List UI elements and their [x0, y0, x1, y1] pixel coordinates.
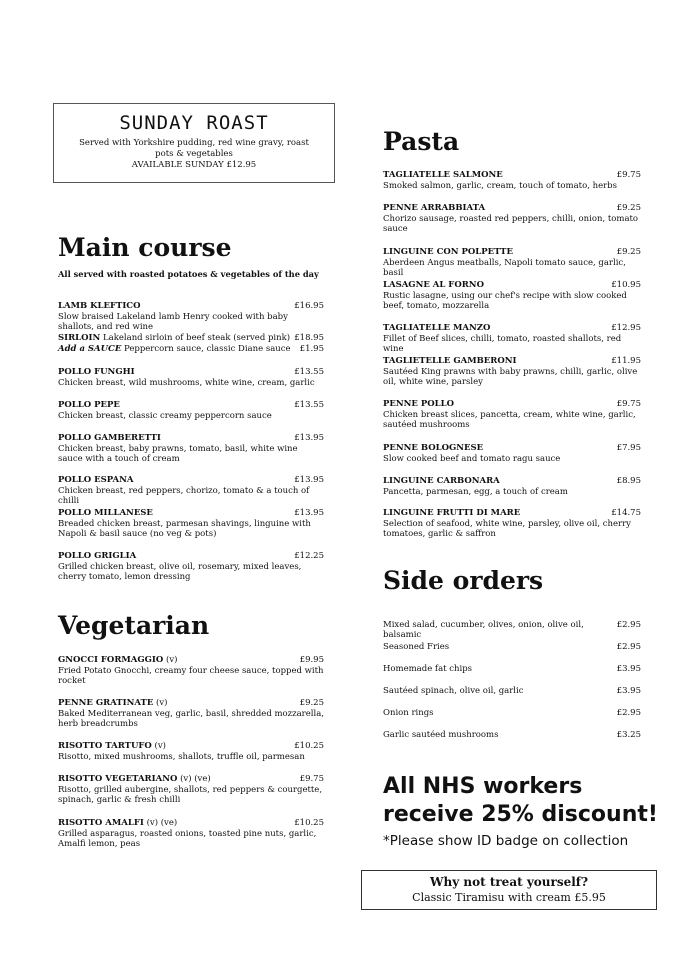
side-orders-heading: Side orders: [383, 566, 544, 595]
nhs-note: *Please show ID badge on collection: [383, 833, 629, 849]
item-description: Pancetta, parmesan, egg, a touch of cream: [383, 486, 568, 497]
side-item-price: £2.95: [616, 708, 641, 718]
menu-item: [383, 476, 641, 497]
item-name: RISOTTO TARTUFO: [58, 741, 152, 751]
side-item-name: Homemade fat chips: [383, 664, 473, 674]
item-description: Chicken breast, classic creamy peppercorn sauce: [58, 410, 272, 421]
item-price: £13.55: [294, 400, 324, 410]
item-price: £11.95: [611, 356, 641, 366]
item-price: £16.95: [294, 301, 324, 311]
item-name: TAGLIATELLE MANZO: [383, 323, 491, 333]
item-name: LAMB KLEFTICO: [58, 301, 141, 311]
item-description: Lakeland sirloin of beef steak (served pink): [103, 333, 291, 343]
menu-item: [58, 508, 324, 540]
item-name: PENNE ARRABBIATA: [383, 203, 486, 213]
diet-tag: (v) (ve): [146, 818, 178, 828]
diet-tag: (v) (ve): [180, 774, 211, 784]
nhs-discount-banner: [383, 773, 658, 829]
item-description: Aberdeen Angus meatballs, Napoli tomato sauce, garlic, basil: [383, 257, 626, 278]
menu-item: [58, 818, 324, 850]
menu-item: [58, 551, 324, 583]
nhs-line-2: receive 25% discount!: [383, 802, 658, 827]
item-description: Risotto, mixed mushrooms, shallots, truffle oil, parmesan: [58, 751, 305, 762]
menu-item: [383, 356, 641, 388]
menu-item: [383, 247, 641, 279]
item-description: Risotto, grilled aubergine, shallots, red peppers & courgette, spinach, garlic & fresh chilli: [58, 784, 323, 805]
item-description: Slow braised Lakeland lamb Henry cooked with baby shallots, and red wine: [58, 311, 288, 332]
item-price: £18.95: [294, 333, 324, 343]
menu-item: [58, 344, 324, 355]
menu-item: [58, 774, 324, 806]
item-description: Chicken breast, wild mushrooms, white wine, cream, garlic: [58, 377, 315, 388]
menu-item: [383, 203, 641, 235]
item-name: TAGLIATELLE SALMONE: [383, 170, 503, 180]
item-description: Chicken breast slices, pancetta, cream, white wine, garlic, sautéed mushrooms: [383, 409, 636, 430]
menu-item: [58, 741, 324, 762]
menu-item: [58, 367, 324, 388]
item-price: £9.25: [616, 203, 641, 213]
menu-item: [383, 508, 651, 540]
sunday-roast-availability: AVAILABLE SUNDAY £12.95: [131, 160, 257, 170]
item-description: Selection of seafood, white wine, parsley, olive oil, cherry tomatoes, garlic & saffron: [383, 518, 631, 539]
diet-tag: (v): [166, 655, 178, 665]
item-description: Slow cooked beef and tomato ragu sauce: [383, 453, 561, 464]
item-price: £10.25: [294, 741, 324, 751]
side-item-name: Seasoned Fries: [383, 642, 450, 652]
item-description: Sautéed King prawns with baby prawns, chilli, garlic, olive oil, white wine, parsley: [383, 366, 638, 387]
sunday-roast-description: Served with Yorkshire pudding, red wine gravy, roast pots & vegetables: [79, 138, 309, 159]
item-name: POLLO GRIGLIA: [58, 551, 137, 561]
item-name: SIRLOIN: [58, 333, 101, 343]
side-item: [383, 686, 641, 708]
item-price: £8.95: [616, 476, 641, 486]
side-item-price: £3.25: [616, 730, 641, 740]
item-description: Smoked salmon, garlic, cream, touch of tomato, herbs: [383, 180, 617, 191]
side-item-name: Mixed salad, cucumber, olives, onion, olive oil, balsamic: [383, 620, 584, 640]
side-item-price: £2.95: [616, 642, 641, 652]
side-item-name: Sautéed spinach, olive oil, garlic: [383, 686, 524, 696]
item-name: RISOTTO VEGETARIANO: [58, 774, 178, 784]
item-name: LINGUINE FRUTTI DI MARE: [383, 508, 521, 518]
side-item: [383, 620, 641, 642]
item-name: POLLO GAMBERETTI: [58, 433, 161, 443]
side-item: [383, 664, 641, 686]
item-price: £9.75: [616, 170, 641, 180]
item-description: Breaded chicken breast, parmesan shavings, linguine with Napoli & basil sauce (no veg & pots): [58, 518, 311, 539]
menu-item: [383, 280, 641, 312]
item-price: £9.75: [616, 399, 641, 409]
menu-item: [58, 655, 324, 687]
pasta-heading: Pasta: [383, 127, 460, 156]
item-price: £13.95: [294, 433, 324, 443]
item-name: PENNE GRATINATE: [58, 698, 154, 708]
main-course-heading: Main course: [58, 233, 232, 262]
side-item: [383, 642, 641, 664]
item-price: £7.95: [616, 443, 641, 453]
menu-item: [58, 333, 324, 344]
item-name: PENNE POLLO: [383, 399, 455, 409]
menu-item: [383, 170, 641, 191]
side-orders-list: [383, 620, 641, 752]
item-description: Baked Mediterranean veg, garlic, basil, shredded mozzarella, herb breadcrumbs: [58, 708, 324, 729]
item-name: TAGLIETELLE GAMBERONI: [383, 356, 517, 366]
vegetarian-heading: Vegetarian: [58, 611, 210, 640]
item-description: Grilled asparagus, roasted onions, toasted pine nuts, garlic, Amalfi lemon, peas: [58, 828, 317, 849]
item-price: £9.95: [299, 655, 324, 665]
item-description: Rustic lasagne, using our chef's recipe with slow cooked beef, tomato, mozzarella: [383, 290, 627, 311]
item-name: Add a SAUCE: [58, 344, 122, 354]
item-description: Fillet of Beef slices, chilli, tomato, roasted shallots, red wine: [383, 333, 622, 354]
item-description: Peppercorn sauce, classic Diane sauce: [124, 344, 291, 354]
side-item-price: £2.95: [616, 620, 641, 630]
sunday-roast-title: SUNDAY ROAST: [119, 112, 269, 134]
menu-item: [58, 433, 324, 465]
item-price: £12.95: [611, 323, 641, 333]
item-description: Grilled chicken breast, olive oil, rosemary, mixed leaves, cherry tomato, lemon dressing: [58, 561, 302, 582]
item-name: POLLO FUNGHI: [58, 367, 135, 377]
item-price: £9.25: [299, 698, 324, 708]
side-item: [383, 730, 641, 752]
menu-item: [383, 323, 641, 355]
item-name: LASAGNE AL FORNO: [383, 280, 484, 290]
item-description: Chorizo sausage, roasted red peppers, chilli, onion, tomato sauce: [383, 213, 639, 234]
menu-item: [383, 443, 641, 464]
item-name: POLLO PEPE: [58, 400, 120, 410]
item-description: Chicken breast, baby prawns, tomato, basil, white wine sauce with a touch of cream: [58, 443, 298, 464]
menu-item: [58, 698, 324, 730]
menu-item: [58, 400, 324, 421]
treat-title: Why not treat yourself?: [430, 875, 588, 889]
side-item-price: £3.95: [616, 664, 641, 674]
side-item-price: £3.95: [616, 686, 641, 696]
side-item-name: Garlic sautéed mushrooms: [383, 730, 499, 740]
item-price: £12.25: [294, 551, 324, 561]
main-course-subheading: All served with roasted potatoes & vegetables of the day: [58, 269, 319, 279]
item-name: POLLO ESPANA: [58, 475, 134, 485]
menu-item: [58, 475, 324, 507]
item-name: POLLO MILLANESE: [58, 508, 153, 518]
item-name: RISOTTO AMALFI: [58, 818, 144, 828]
item-name: PENNE BOLOGNESE: [383, 443, 484, 453]
diet-tag: (v): [154, 741, 166, 751]
treat-text: Classic Tiramisu with cream £5.95: [412, 891, 606, 904]
diet-tag: (v): [156, 698, 168, 708]
item-price: £13.95: [294, 475, 324, 485]
side-item-name: Onion rings: [383, 708, 434, 718]
item-name: LINGUINE CARBONARA: [383, 476, 500, 486]
side-item: [383, 708, 641, 730]
treat-box: [361, 870, 657, 910]
item-name: LINGUINE CON POLPETTE: [383, 247, 513, 257]
item-price: £1.95: [299, 344, 324, 354]
item-price: £10.95: [611, 280, 641, 290]
item-price: £14.75: [611, 508, 641, 518]
item-price: £9.25: [616, 247, 641, 257]
menu-item: [383, 399, 641, 431]
item-name: GNOCCI FORMAGGIO: [58, 655, 164, 665]
nhs-line-1: All NHS workers: [383, 774, 583, 799]
item-description: Fried Potato Gnocchi, creamy four cheese sauce, topped with rocket: [58, 665, 324, 686]
item-price: £13.55: [294, 367, 324, 377]
sunday-roast-box: [53, 103, 335, 183]
item-price: £10.25: [294, 818, 324, 828]
menu-item: [58, 301, 324, 333]
item-price: £9.75: [299, 774, 324, 784]
item-price: £13.95: [294, 508, 324, 518]
item-description: Chicken breast, red peppers, chorizo, tomato & a touch of chilli: [58, 485, 310, 506]
